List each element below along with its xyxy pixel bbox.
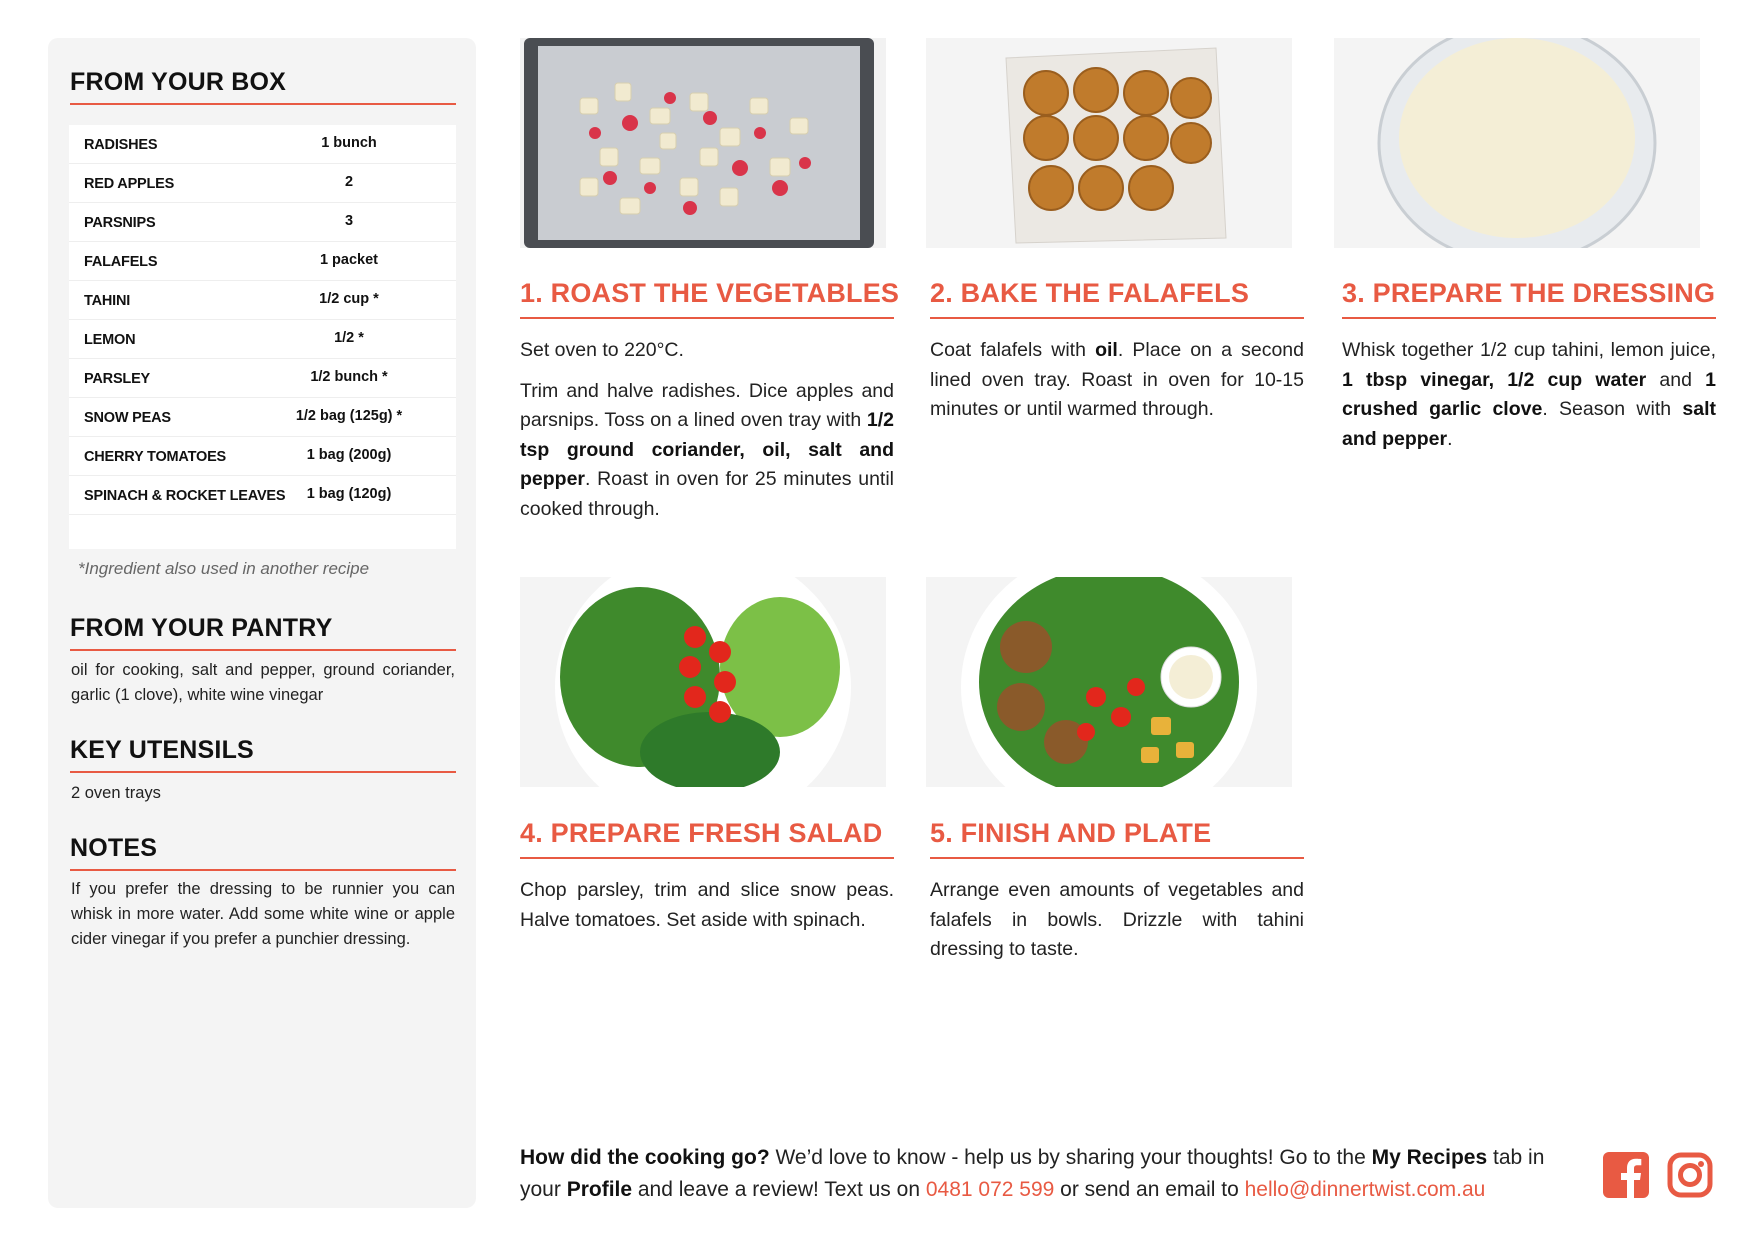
step-3-para xyxy=(1342,336,1716,454)
profile-link[interactable]: Profile xyxy=(566,1177,633,1201)
table-row xyxy=(69,437,456,476)
step-1-para-2 xyxy=(520,377,894,525)
table-row xyxy=(69,242,456,281)
step-3-text xyxy=(1342,336,1716,465)
ingredient-qty: 1 bunch xyxy=(321,135,377,151)
step-4-para: Chop parsley, trim and slice snow peas. Halve tomatoes. Set aside with spinach. xyxy=(520,879,894,931)
ingredient-name: LEMON xyxy=(84,332,136,348)
step-1-text xyxy=(520,336,894,535)
feedback-text: and leave a review! Text us on xyxy=(632,1177,926,1201)
ingredient-name: RADISHES xyxy=(84,137,158,153)
step-5-title: 5. FINISH AND PLATE xyxy=(930,818,1304,859)
table-row xyxy=(69,398,456,437)
ingredient-qty: 1/2 bag (125g) * xyxy=(295,408,403,424)
notes-title: NOTES xyxy=(70,834,456,871)
ingredient-name: PARSNIPS xyxy=(84,215,156,231)
email-link[interactable]: hello@dinnertwist.com.au xyxy=(1244,1177,1486,1201)
notes-text: If you prefer the dressing to be runnier you can whisk in more water. Add some white wine or apple cider vinegar if you prefer a punchier dressing. xyxy=(71,880,455,948)
from-your-pantry-title: FROM YOUR PANTRY xyxy=(70,614,456,651)
step-2-title: 2. BAKE THE FALAFELS xyxy=(930,278,1304,319)
ingredient-name: SPINACH & ROCKET LEAVES xyxy=(84,488,286,504)
ingredient-qty: 2 xyxy=(344,174,354,190)
step-text-span: . Place on a second lined oven tray. Roast in oven for 10-15 minutes or until warmed through. xyxy=(930,339,1304,420)
ingredient-qty: 1 bag (200g) xyxy=(306,447,392,463)
ingredient-name: RED APPLES xyxy=(84,176,175,192)
step-3-title: 3. PREPARE THE DRESSING xyxy=(1342,278,1716,319)
pantry-text: oil for cooking, salt and pepper, ground coriander, garlic (1 clove), white wine vinegar xyxy=(71,661,455,704)
step-text-span: . Roast in oven for 25 minutes until cooked through. xyxy=(520,468,894,520)
ingredient-name: CHERRY TOMATOES xyxy=(84,449,227,465)
phone-link[interactable]: 0481 072 599 xyxy=(925,1177,1055,1201)
feedback-message xyxy=(520,1142,1580,1205)
step-5-para: Arrange even amounts of vegetables and falafels in bowls. Drizzle with tahini dressing to taste. xyxy=(930,879,1304,960)
step-1-title: 1. ROAST THE VEGETABLES xyxy=(520,278,894,319)
facebook-icon[interactable] xyxy=(1603,1152,1649,1198)
fresh-salad-photo xyxy=(520,577,886,787)
ingredient-name: SNOW PEAS xyxy=(84,410,171,426)
dressing-photo xyxy=(1334,38,1700,248)
my-recipes-link[interactable]: My Recipes xyxy=(1371,1146,1488,1169)
feedback-text: tab in your xyxy=(520,1146,1545,1201)
step-text-bold: 1/2 tsp ground coriander, oil, salt and pepper xyxy=(520,409,894,490)
feedback-text: or send an email to xyxy=(1054,1177,1245,1201)
step-text-bold: salt and pepper xyxy=(1342,398,1716,450)
feedback-text: We’d love to know - help us by sharing your thoughts! Go to the xyxy=(769,1146,1372,1169)
ingredient-name: FALAFELS xyxy=(84,254,158,270)
step-5-text xyxy=(930,876,1304,976)
step-text-bold: oil xyxy=(1095,339,1118,361)
table-row xyxy=(69,164,456,203)
ingredient-qty: 1 bag (120g) xyxy=(306,486,392,502)
ingredient-footnote: *Ingredient also used in another recipe xyxy=(78,559,370,578)
ingredients-table xyxy=(69,125,456,549)
key-utensils-title: KEY UTENSILS xyxy=(70,736,456,773)
step-2-text xyxy=(930,336,1304,436)
from-your-box-title: FROM YOUR BOX xyxy=(70,68,456,105)
step-2-para xyxy=(930,336,1304,425)
ingredient-name: PARSLEY xyxy=(84,371,151,387)
ingredient-qty: 1/2 bunch * xyxy=(310,369,388,385)
ingredients-panel xyxy=(48,38,476,1208)
instagram-icon[interactable] xyxy=(1667,1152,1713,1198)
ingredient-qty: 1 packet xyxy=(319,252,379,268)
utensils-text: 2 oven trays xyxy=(71,784,161,802)
table-row xyxy=(69,359,456,398)
step-text-bold: 1 crushed garlic clove xyxy=(1342,368,1716,420)
table-row xyxy=(69,203,456,242)
step-text-span: . xyxy=(1447,427,1453,450)
step-text-span: . Season with xyxy=(1542,398,1683,420)
feedback-question: How did the cooking go? xyxy=(520,1146,770,1169)
step-text-span: and xyxy=(1646,368,1706,391)
roast-vegetables-photo xyxy=(520,38,886,248)
step-text-span: Whisk together 1/2 cup tahini, lemon juice, xyxy=(1342,339,1716,361)
ingredient-qty: 3 xyxy=(344,213,354,229)
ingredient-qty: 1/2 * xyxy=(334,330,364,346)
finished-plate-photo xyxy=(926,577,1292,787)
step-text-span: Coat falafels with xyxy=(930,339,1096,361)
step-text-bold: 1 tbsp vinegar, 1/2 cup water xyxy=(1342,368,1647,391)
step-1-para-1: Set oven to 220°C. xyxy=(520,339,684,361)
table-row xyxy=(69,125,456,164)
step-4-title: 4. PREPARE FRESH SALAD xyxy=(520,818,894,859)
step-4-text xyxy=(520,876,894,946)
falafels-photo xyxy=(926,38,1292,248)
table-row xyxy=(69,320,456,359)
step-text-span: Trim and halve radishes. Dice apples and parsnips. Toss on a lined oven tray with xyxy=(520,379,894,431)
table-row xyxy=(69,281,456,320)
ingredient-qty: 1/2 cup * xyxy=(319,291,379,307)
ingredient-name: TAHINI xyxy=(84,293,131,309)
table-row xyxy=(69,476,456,515)
